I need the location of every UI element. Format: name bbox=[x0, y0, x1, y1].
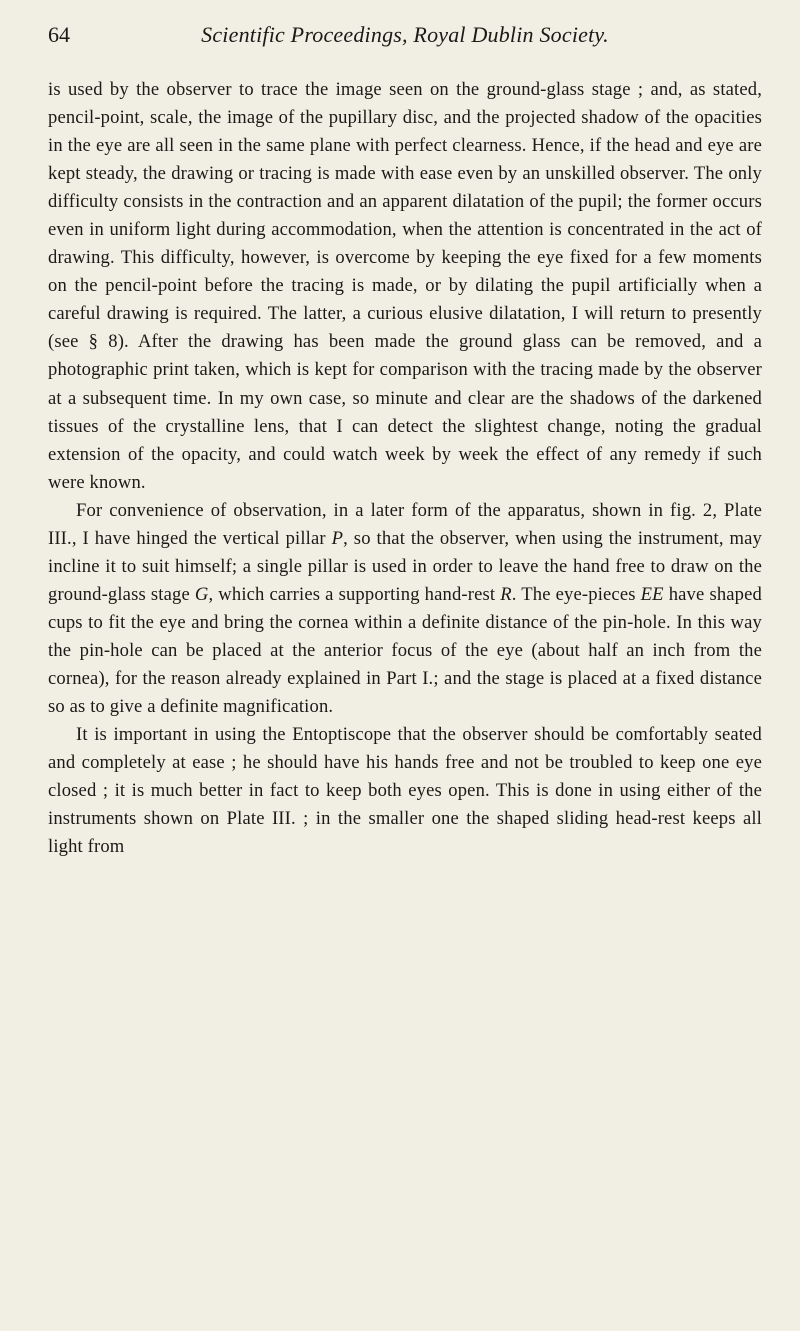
body-text bbox=[48, 76, 762, 861]
paragraph-3: It is important in using the Entoptiscope that the observer should be comfortably seated and completely at ease ; he should have his hands free and not be troubled to keep one eye closed ; it is much better in fact to keep both eyes open. This is done in using either of the instruments shown on Plate III. ; in the smaller one the shaped sliding head-rest keeps all light from bbox=[48, 724, 762, 858]
paragraph-2-part: . The eye-pieces bbox=[511, 583, 641, 605]
label-eye-pieces: EE bbox=[640, 583, 664, 605]
paragraph-2-part: For convenience of observation, in a later form of the apparatus, shown in fig. 2, Plate III., I have hinged the vertical pillar bbox=[48, 499, 762, 549]
running-head: Scientific Proceedings, Royal Dublin Society. bbox=[201, 22, 609, 47]
page-header bbox=[48, 22, 762, 62]
paragraph-2-part: , so that the observer, when using the instrument, may incline it to suit himself; a single pillar is used in order to leave the hand free to draw on the ground-glass stage bbox=[48, 527, 762, 605]
page-number: 64 bbox=[48, 22, 70, 47]
paragraph-2 bbox=[48, 497, 762, 721]
label-pillar: P bbox=[331, 527, 344, 549]
paragraph-2-part: , which carries a supporting hand-rest bbox=[208, 583, 501, 605]
label-hand-rest: R bbox=[500, 583, 512, 605]
paragraph-1: is used by the observer to trace the image seen on the ground-glass stage ; and, as stated, pencil-point, scale, the image of the pupillary disc, and the projected shadow of the opacities in the eye are all seen in the same plane with perfect clearness. Hence, if the head and eye are kept steady, the drawing or tracing is made with ease even by an unskilled observer. The only difficulty consists in the contraction and an apparent dilatation of the pupil; the former occurs even in uniform light during accommodation, when the attention is concentrated in the act of drawing. This difficulty, however, is overcome by keeping the eye fixed for a few moments on the pencil-point before the tracing is made, or by dilating the pupil artificially when a careful drawing is required. The latter, a curious elusive dilatation, I will return to presently (see § 8). After the drawing has been made the ground glass can be removed, and a photographic print taken, which is kept for comparison with the tracing made by the observer at a subsequent time. In my own case, so minute and clear are the shadows of the darkened tissues of the crystalline lens, that I can detect the slightest change, noting the gradual extension of the opacity, and could watch week by week the effect of any remedy if such were known. bbox=[48, 79, 762, 493]
label-stage: G bbox=[194, 583, 209, 605]
paragraph-2-part: have shaped cups to fit the eye and bring the cornea within a definite distance of the pin-hole. In this way the pin-hole can be placed at the anterior focus of the eye (about half an inch from the cornea), for the reason already explained in Part I.; and the stage is placed at a fixed distance so as to give a definite magnification. bbox=[48, 583, 762, 718]
